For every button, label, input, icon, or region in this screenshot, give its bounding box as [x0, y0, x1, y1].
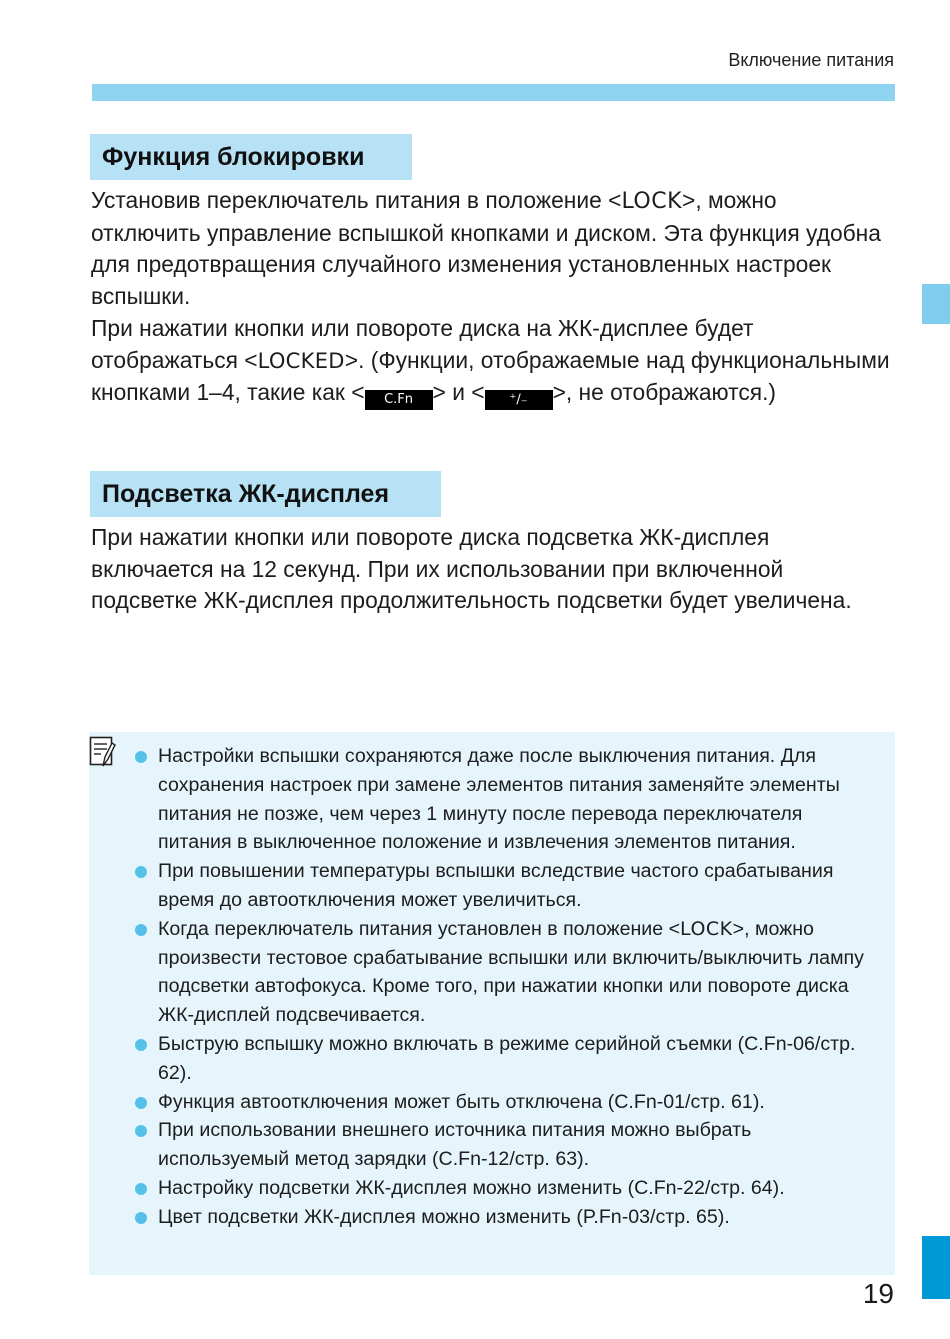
- note-text: Настройки вспышки сохраняются даже после выключения питания. Для сохранения настроек при замене элементов питания заменяйте элементы питания не позже, чем через 1 минуту после перевода переключателя питания в выключенное положение и извлечения элементов питания.: [158, 745, 840, 854]
- text-run: Установив переключатель питания в положение <: [91, 187, 622, 213]
- notes-list: [135, 742, 875, 1232]
- notes-box: [89, 732, 895, 1275]
- note-item: [135, 1088, 875, 1117]
- note-text: >, можно произвести тестовое срабатывание вспышки или включить/выключить лампу подсветки автофокуса. Кроме того, при нажатии кнопки или повороте диска ЖК-дисплей подсвечивается.: [158, 917, 864, 1027]
- lock-symbol: LOCK: [621, 189, 683, 214]
- section-heading-lock: Функция блокировки: [90, 134, 412, 180]
- cfn-button-icon: C.Fn: [365, 390, 433, 410]
- note-item: [135, 1174, 875, 1203]
- running-title: Включение питания: [728, 50, 894, 70]
- note-item: [135, 742, 875, 857]
- backlight-section-body: [91, 522, 891, 617]
- note-item: [135, 1116, 875, 1174]
- note-text: Когда переключатель питания установлен в положение <: [158, 917, 681, 940]
- note-text: При повышении температуры вспышки вследствие частого срабатывания время до автоотключения может увеличиться.: [158, 860, 834, 911]
- bullet-icon: [135, 751, 147, 763]
- page-number: 19: [862, 1278, 894, 1309]
- lock-paragraph-1: [91, 185, 891, 313]
- chapter-side-tab: [922, 284, 950, 324]
- bullet-icon: [135, 924, 147, 936]
- bullet-icon: [135, 1183, 147, 1195]
- backlight-paragraph: При нажатии кнопки или повороте диска подсветка ЖК-дисплея включается на 12 секунд. При их использовании при включенной подсветке ЖК-дисплея продолжительность подсветки будет увеличена.: [91, 524, 852, 614]
- note-text: Цвет подсветки ЖК-дисплея можно изменить (P.Fn-03/стр. 65).: [158, 1205, 730, 1228]
- memo-icon: [89, 736, 117, 768]
- section-side-tab: [922, 1236, 950, 1299]
- locked-symbol: LOCKED: [257, 348, 345, 373]
- note-text: Быструю вспышку можно включать в режиме серийной съемки (C.Fn-06/стр. 62).: [158, 1032, 856, 1084]
- header-rule: [92, 84, 895, 101]
- note-item: [135, 1030, 875, 1088]
- lock-symbol: LOCK: [680, 917, 733, 940]
- text-run: При нажатии кнопки или повороте диска на ЖК-дисплее будет отображаться <: [91, 314, 754, 373]
- bullet-icon: [135, 1039, 147, 1051]
- note-item: [135, 1203, 875, 1232]
- note-text: При использовании внешнего источника питания можно выбрать используемый метод зарядки (C.Fn-12/стр. 63).: [158, 1119, 752, 1171]
- exposure-compensation-icon: ⁺∕₋: [485, 390, 553, 410]
- note-text: Функция автоотключения может быть отключена (C.Fn-01/стр. 61).: [158, 1090, 765, 1113]
- bullet-icon: [135, 866, 147, 878]
- bullet-icon: [135, 1097, 147, 1109]
- lock-paragraph-2: [91, 313, 891, 410]
- note-item: [135, 915, 875, 1030]
- bullet-icon: [135, 1212, 147, 1224]
- bullet-icon: [135, 1125, 147, 1137]
- text-run: >, не отображаются.): [552, 379, 776, 406]
- text-run: >. (Функции, отображаемые над функциональными кнопками 1–4, такие как <: [91, 346, 890, 406]
- note-item: [135, 857, 875, 915]
- text-run: > и <: [432, 379, 485, 406]
- section-heading-backlight: Подсветка ЖК-дисплея: [90, 471, 441, 517]
- text-run: >, можно отключить управление вспышкой кнопками и диском. Эта функция удобна для предотвращения случайного изменения установленных настроек вспышки.: [91, 187, 881, 310]
- note-text: Настройку подсветки ЖК-дисплея можно изменить (C.Fn-22/стр. 64).: [158, 1176, 785, 1199]
- lock-section-body: [91, 185, 891, 410]
